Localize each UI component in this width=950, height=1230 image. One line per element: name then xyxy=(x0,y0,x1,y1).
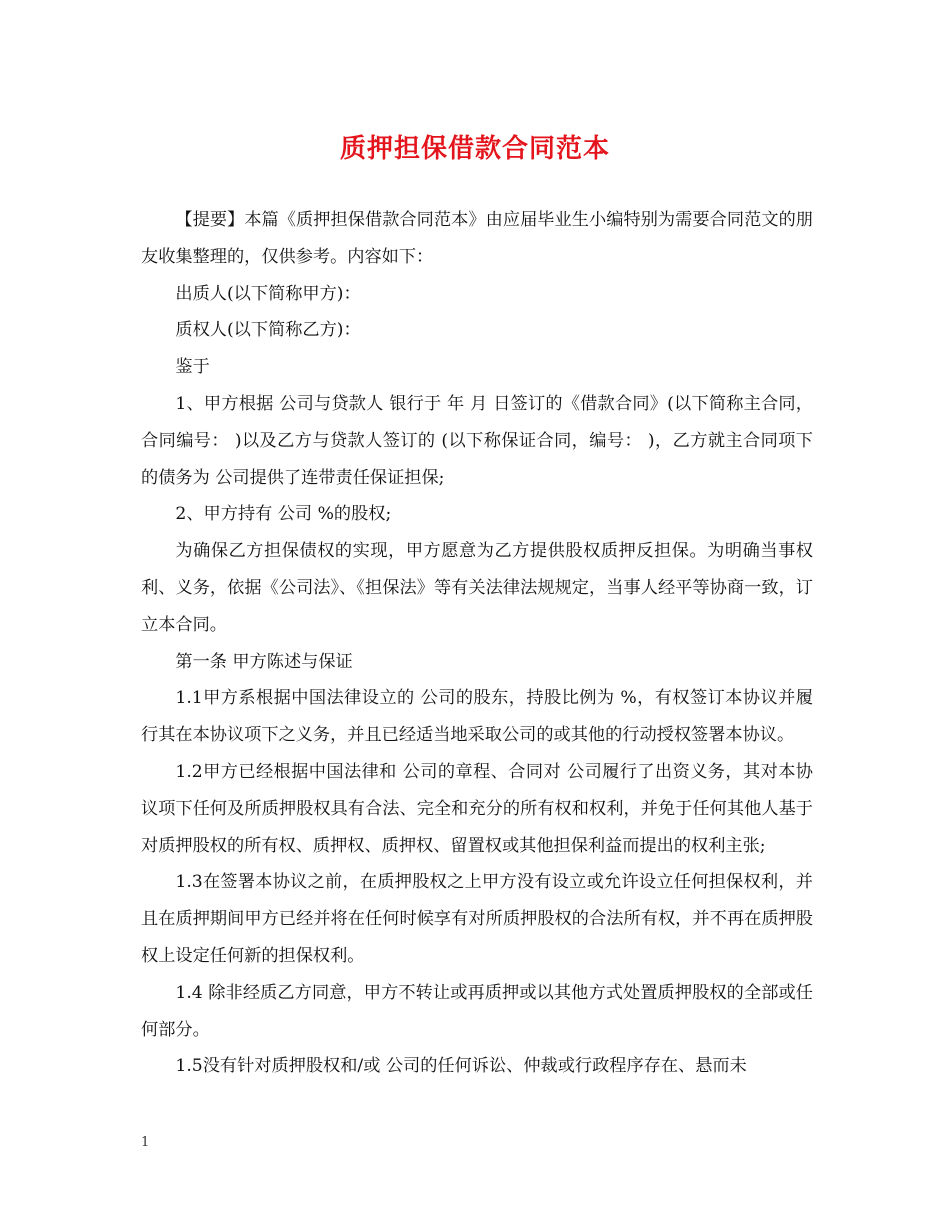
recital-1: 1、甲方根据 公司与贷款人 银行于 年 月 日签订的《借款合同》(以下简称主合同，合同编号： )以及乙方与贷款人签订的 (以下称保证合同，编号： )，乙方就主合同项下的债务为 公司提供了连带责任保证担保; xyxy=(141,393,813,488)
whereas-heading: 鉴于 xyxy=(175,357,210,378)
recital-2: 2、甲方持有 公司 %的股权; xyxy=(175,504,392,525)
pledgee-line: 质权人(以下简称乙方)： xyxy=(175,320,361,341)
document-body xyxy=(141,202,813,1085)
document-title: 质押担保借款合同范本 xyxy=(339,134,610,164)
pledgor-line: 出质人(以下简称甲方)： xyxy=(175,283,361,304)
clause-1-2: 1.2甲方已经根据中国法律和 公司的章程、合同对 公司履行了出资义务，其对本协议项下任何及所质押股权具有合法、完全和充分的所有权和权利，并免于任何其他人基于对质押股权的所有权、质押权、质押权、留置权或其他担保利益而提出的权利主张; xyxy=(141,761,813,856)
article-1-heading: 第一条 甲方陈述与保证 xyxy=(175,651,353,672)
clause-1-3: 1.3在签署本协议之前，在质押股权之上甲方没有设立或允许设立任何担保权利，并且在质押期间甲方已经并将在任何时候享有对所质押股权的合法所有权，并不再在质押股权上设定任何新的担保权利。 xyxy=(141,872,813,966)
clause-1-1: 1.1甲方系根据中国法律设立的 公司的股东，持股比例为 %，有权签订本协议并履行其在本协议项下之义务，并且已经适当地采取公司的或其他的行动授权签署本协议。 xyxy=(141,688,813,746)
clause-1-5: 1.5没有针对质押股权和/或 公司的任何诉讼、仲裁或行政程序存在、悬而未 xyxy=(175,1056,747,1077)
purpose-paragraph: 为确保乙方担保债权的实现，甲方愿意为乙方提供股权质押反担保。为明确当事权利、义务，依据《公司法》、《担保法》等有关法律法规规定，当事人经平等协商一致，订立本合同。 xyxy=(141,541,813,635)
page-number: 1 xyxy=(141,1135,150,1150)
summary-paragraph: 【提要】本篇《质押担保借款合同范本》由应届毕业生小编特别为需要合同范文的朋友收集整理的，仅供参考。内容如下： xyxy=(141,210,813,267)
clause-1-4: 1.4 除非经质乙方同意，甲方不转让或再质押或以其他方式处置质押股权的全部或任何部分。 xyxy=(141,982,813,1040)
